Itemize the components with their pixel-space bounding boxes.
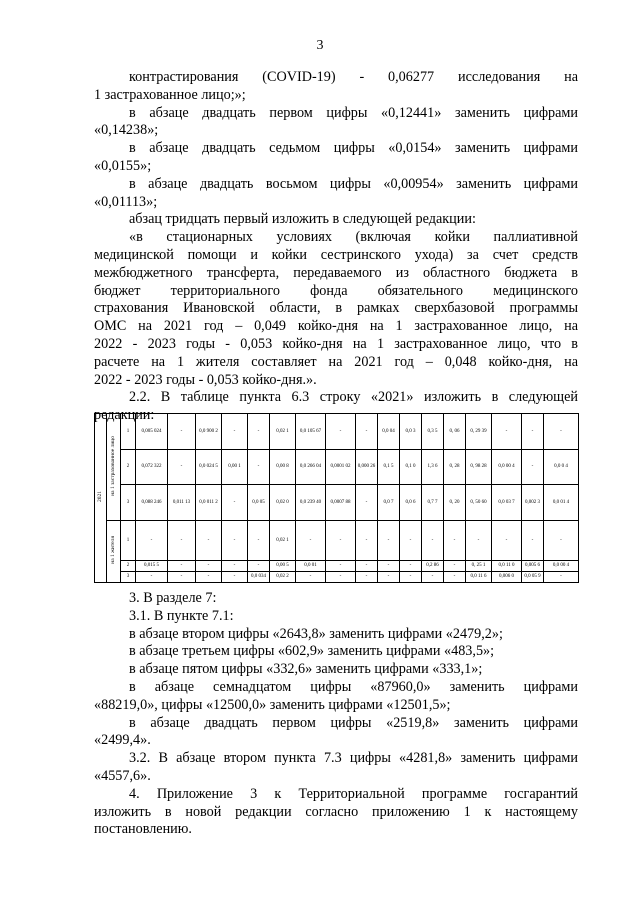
table-cell: - (356, 560, 378, 571)
table-cell: - (544, 571, 579, 582)
text-line: изложить в новой редакции согласно приложению 1 к настоящему (94, 803, 578, 820)
table-cell: 0,1 5 (378, 449, 400, 485)
table-cell: 0,0 01 (296, 560, 326, 571)
text-line: в абзаце двадцать первом цифры «0,12441» заменить цифрами (129, 104, 578, 121)
table-cell: 0,0 266 04 (296, 449, 326, 485)
table-cell: 0,0 05 9 (522, 571, 544, 582)
table-cell: - (168, 560, 196, 571)
table-cell: 0,0 03 7 (492, 485, 522, 521)
table-cell: - (296, 571, 326, 582)
table-cell: 0, 28 (444, 449, 466, 485)
table-row (95, 414, 579, 450)
table-cell: 0,00 1 (222, 449, 248, 485)
table-cell: 0,0 01 4 (544, 485, 579, 521)
text-line: 2022 - 2023 годы - 0,053 койко-дня.». (94, 371, 317, 388)
table-cell: - (168, 414, 196, 450)
table-cell: 0,002 3 (522, 485, 544, 521)
text-line: «0,01113»; (94, 193, 158, 210)
table-cell: - (296, 521, 326, 561)
table-cell: - (356, 521, 378, 561)
table-cell: 0,005 024 (136, 414, 168, 450)
text-line: «4557,6». (94, 767, 151, 784)
table-cell: 0,02 0 (270, 485, 296, 521)
text-line: 2.2. В таблице пункта 6.3 строку «2021» изложить в следующей (129, 389, 578, 406)
page-number: 3 (316, 38, 324, 53)
table-cell: - (356, 414, 378, 450)
table-cell: - (378, 521, 400, 561)
text-line: ОМС на 2021 год – 0,049 койко-дня на 1 застрахованное лицо, на (94, 318, 578, 335)
text-line: «в стационарных условиях (включая койки паллиативной (129, 229, 578, 246)
table-cell: - (222, 560, 248, 571)
text-line: в абзаце двадцать первом цифры «2519,8» заменить цифрами (129, 714, 578, 731)
table-row (95, 449, 579, 485)
table-cell: - (544, 521, 579, 561)
text-line: 2022 - 2023 годы - 0,053 койко-дня на 1 застрахованное лицо, что в (94, 335, 578, 352)
text-line: в абзаце двадцать восьмом цифры «0,00954» заменить цифрами (129, 175, 578, 192)
text-line: медицинской помощи и койки сестринского ухода) за счет средств (94, 246, 578, 263)
table-cell: - (196, 571, 222, 582)
table-cell: - (136, 521, 168, 561)
table-cell: - (326, 560, 356, 571)
table-cell: - (168, 571, 196, 582)
text-line: в абзаце пятом цифры «332,6» заменить цифрами «333,1»; (129, 661, 483, 678)
table-cell: - (168, 521, 196, 561)
table-cell: 0,072 322 (136, 449, 168, 485)
table-cell: 0,015 5 (136, 560, 168, 571)
table-cell: - (378, 560, 400, 571)
table-cell: 0,0 6 (400, 485, 422, 521)
table-cell: 0,0 0 4 (544, 449, 579, 485)
table-cell: - (196, 560, 222, 571)
table-cell: - (422, 571, 444, 582)
table-cell: 0, 20 (444, 485, 466, 521)
table-cell: - (136, 571, 168, 582)
table-cell: 1 (121, 414, 136, 450)
table-row (95, 521, 579, 561)
table-cell: - (222, 485, 248, 521)
text-line: 4. Приложение 3 к Территориальной программе госгарантий (129, 785, 578, 802)
table-cell: - (196, 521, 222, 561)
text-line: в абзаце втором цифры «2643,8» заменить цифрами «2479,2»; (129, 625, 503, 642)
table-cell: 0,0 11 0 (492, 560, 522, 571)
table-cell: 0, 98 28 (466, 449, 492, 485)
table-cell: 2 (121, 449, 136, 485)
table-cell: 0,0 239 40 (296, 485, 326, 521)
table-cell: 0,7 7 (422, 485, 444, 521)
table-cell: 0, 25 1 (466, 560, 492, 571)
text-line: страхования Ивановской области, в рамках сверхбазовой программы (94, 300, 578, 317)
table-cell: - (400, 521, 422, 561)
table-cell: - (356, 485, 378, 521)
text-line: 1 застрахованное лицо;»; (94, 86, 246, 103)
table-cell: - (326, 414, 356, 450)
table-cell: 0,0 04 (378, 414, 400, 450)
group-label-resident: на 1 жителя (107, 521, 121, 583)
table-cell: 0,0 00 4 (544, 560, 579, 571)
table-cell: 2 (121, 560, 136, 571)
table-cell: 0,000 26 (356, 449, 378, 485)
table-cell: 0,0 105 67 (296, 414, 326, 450)
table-cell: 3 (121, 485, 136, 521)
table-cell: - (544, 414, 579, 450)
table-cell: 0,006 0 (492, 571, 522, 582)
table-cell: 0,0 900 2 (196, 414, 222, 450)
text-line: 3.1. В пункте 7.1: (129, 607, 234, 624)
table-row (95, 571, 579, 582)
table-cell: - (444, 521, 466, 561)
table-cell: 0,0 05 (248, 485, 270, 521)
table-cell: 0,00 5 (270, 560, 296, 571)
table-cell: - (522, 449, 544, 485)
table-cell: 0,0 00 4 (492, 449, 522, 485)
table-cell: 0,00 8 (270, 449, 296, 485)
text-line: «88219,0», цифры «12500,0» заменить цифрами «12501,5»; (94, 696, 451, 713)
table-cell: - (222, 571, 248, 582)
table-cell: 0,1 0 (400, 449, 422, 485)
table-cell: 3 (121, 571, 136, 582)
table-cell: 0,3 5 (422, 414, 444, 450)
table-cell: 1 (121, 521, 136, 561)
text-line: «2499,4». (94, 732, 151, 749)
table-cell: 0,0007 88 (326, 485, 356, 521)
text-line: расчете на 1 жителя составляет на 2021 год – 0,048 койко-дня, на (94, 353, 578, 370)
table-cell: - (326, 571, 356, 582)
table-cell: 0,0001 02 (326, 449, 356, 485)
table-cell: 0,02 1 (270, 414, 296, 450)
text-line: 3.2. В абзаце втором пункта 7.3 цифры «4281,8» заменить цифрами (129, 750, 578, 767)
table-cell: - (356, 571, 378, 582)
table-cell: 0,0 3 (400, 414, 422, 450)
document-body-top (94, 69, 578, 425)
table-cell: 0,02 2 (270, 571, 296, 582)
table-cell: - (400, 560, 422, 571)
table-cell: 0,0 024 5 (196, 449, 222, 485)
text-line: абзац тридцать первый изложить в следующей редакции: (129, 211, 476, 228)
text-line: контрастирования (COVID-19) - 0,06277 исследования на (129, 69, 578, 85)
table-cell: - (248, 449, 270, 485)
table-cell: - (466, 521, 492, 561)
text-line: «0,0155»; (94, 157, 152, 174)
table-cell: - (248, 560, 270, 571)
text-line: бюджет территориального фонда обязательного медицинского (94, 282, 578, 299)
table-cell: 1,3 6 (422, 449, 444, 485)
table-cell: 0,02 1 (270, 521, 296, 561)
table-cell: 0,011 13 (168, 485, 196, 521)
table-cell: 0,005 6 (522, 560, 544, 571)
table-cell: 0, 06 (444, 414, 466, 450)
table-cell: 0,2 86 (422, 560, 444, 571)
table-cell: - (222, 414, 248, 450)
table-cell: - (248, 414, 270, 450)
text-line: «0,14238»; (94, 122, 159, 139)
text-line: в абзаце третьем цифры «602,9» заменить цифрами «483,5»; (129, 643, 495, 660)
table-cell: 0, 50 60 (466, 485, 492, 521)
group-label-insured: на 1 застрахованное лицо (107, 414, 121, 521)
table-cell: - (222, 521, 248, 561)
table-cell: 0,0 7 (378, 485, 400, 521)
table-cell: - (492, 414, 522, 450)
text-line: 3. В разделе 7: (129, 590, 217, 606)
table-cell: - (168, 449, 196, 485)
table-cell: - (522, 414, 544, 450)
table-cell: - (492, 521, 522, 561)
table-row (95, 560, 579, 571)
data-table (94, 413, 579, 583)
text-line: постановлению. (94, 821, 192, 838)
table-cell: 0,088 246 (136, 485, 168, 521)
document-body-bottom (94, 590, 578, 839)
table-cell: - (378, 571, 400, 582)
table-cell: 0,0 011 2 (196, 485, 222, 521)
table-cell: - (444, 571, 466, 582)
table-cell: - (248, 521, 270, 561)
text-line: в абзаце двадцать седьмом цифры «0,0154» заменить цифрами (129, 140, 578, 157)
table-cell: - (522, 521, 544, 561)
year-cell: 2021 (95, 414, 107, 583)
text-line: редакции: (94, 407, 155, 424)
text-line: в абзаце семнадцатом цифры «87960,0» заменить цифрами (129, 678, 578, 695)
table-cell: - (422, 521, 444, 561)
table-cell: 0, 29 39 (466, 414, 492, 450)
table-cell: 0,0 11 6 (466, 571, 492, 582)
table-cell: - (326, 521, 356, 561)
table-cell: - (400, 571, 422, 582)
text-line: межбюджетного трансферта, передаваемого из областного бюджета в (94, 264, 578, 281)
table-cell: - (444, 560, 466, 571)
table-cell: 0,0 034 (248, 571, 270, 582)
table-row (95, 485, 579, 521)
